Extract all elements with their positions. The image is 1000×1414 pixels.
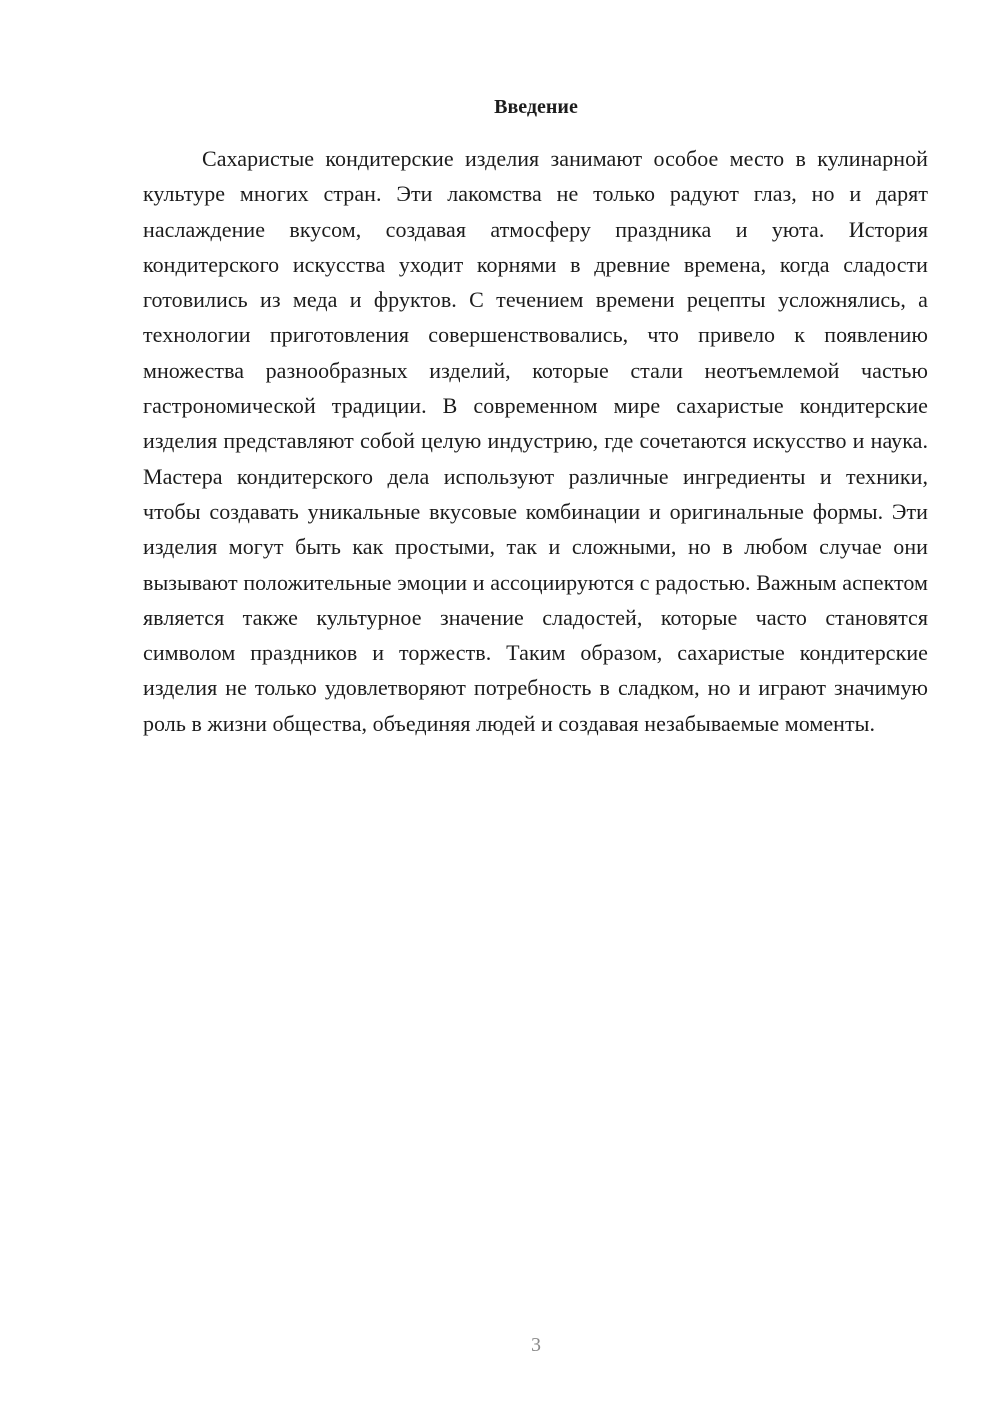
page-title: Введение <box>494 96 578 118</box>
page-number: 3 <box>531 1334 541 1356</box>
introduction-paragraph: Сахаристые кондитерские изделия занимают особое место в кулинарной культуре многих стран. Эти лакомства не только радуют глаз, но и дарят наслаждение вкусом, создавая атмосферу праздника и уюта. История кондитерского искусства уходит корнями в древние времена, когда сладости готовились из меда и фруктов. С течением времени рецепты усложнялись, а технологии приготовления совершенствовались, что привело к появлению множества разнообразных изделий, которые стали неотъемлемой частью гастрономической традиции. В современном мире сахаристые кондитерские изделия представляют собой целую индустрию, где сочетаются искусство и наука. Мастера кондитерского дела используют различные ингредиенты и техники, чтобы создавать уникальные вкусовые комбинации и оригинальные формы. Эти изделия могут быть как простыми, так и сложными, но в любом случае они вызывают положительные эмоции и ассоциируются с радостью. Важным аспектом является также культурное значение сладостей, которые часто становятся символом праздников и торжеств. Таким образом, сахаристые кондитерские изделия не только удовлетворяют потребность в сладком, но и играют значимую роль в жизни общества, объединяя людей и создавая незабываемые моменты. <box>143 146 928 736</box>
